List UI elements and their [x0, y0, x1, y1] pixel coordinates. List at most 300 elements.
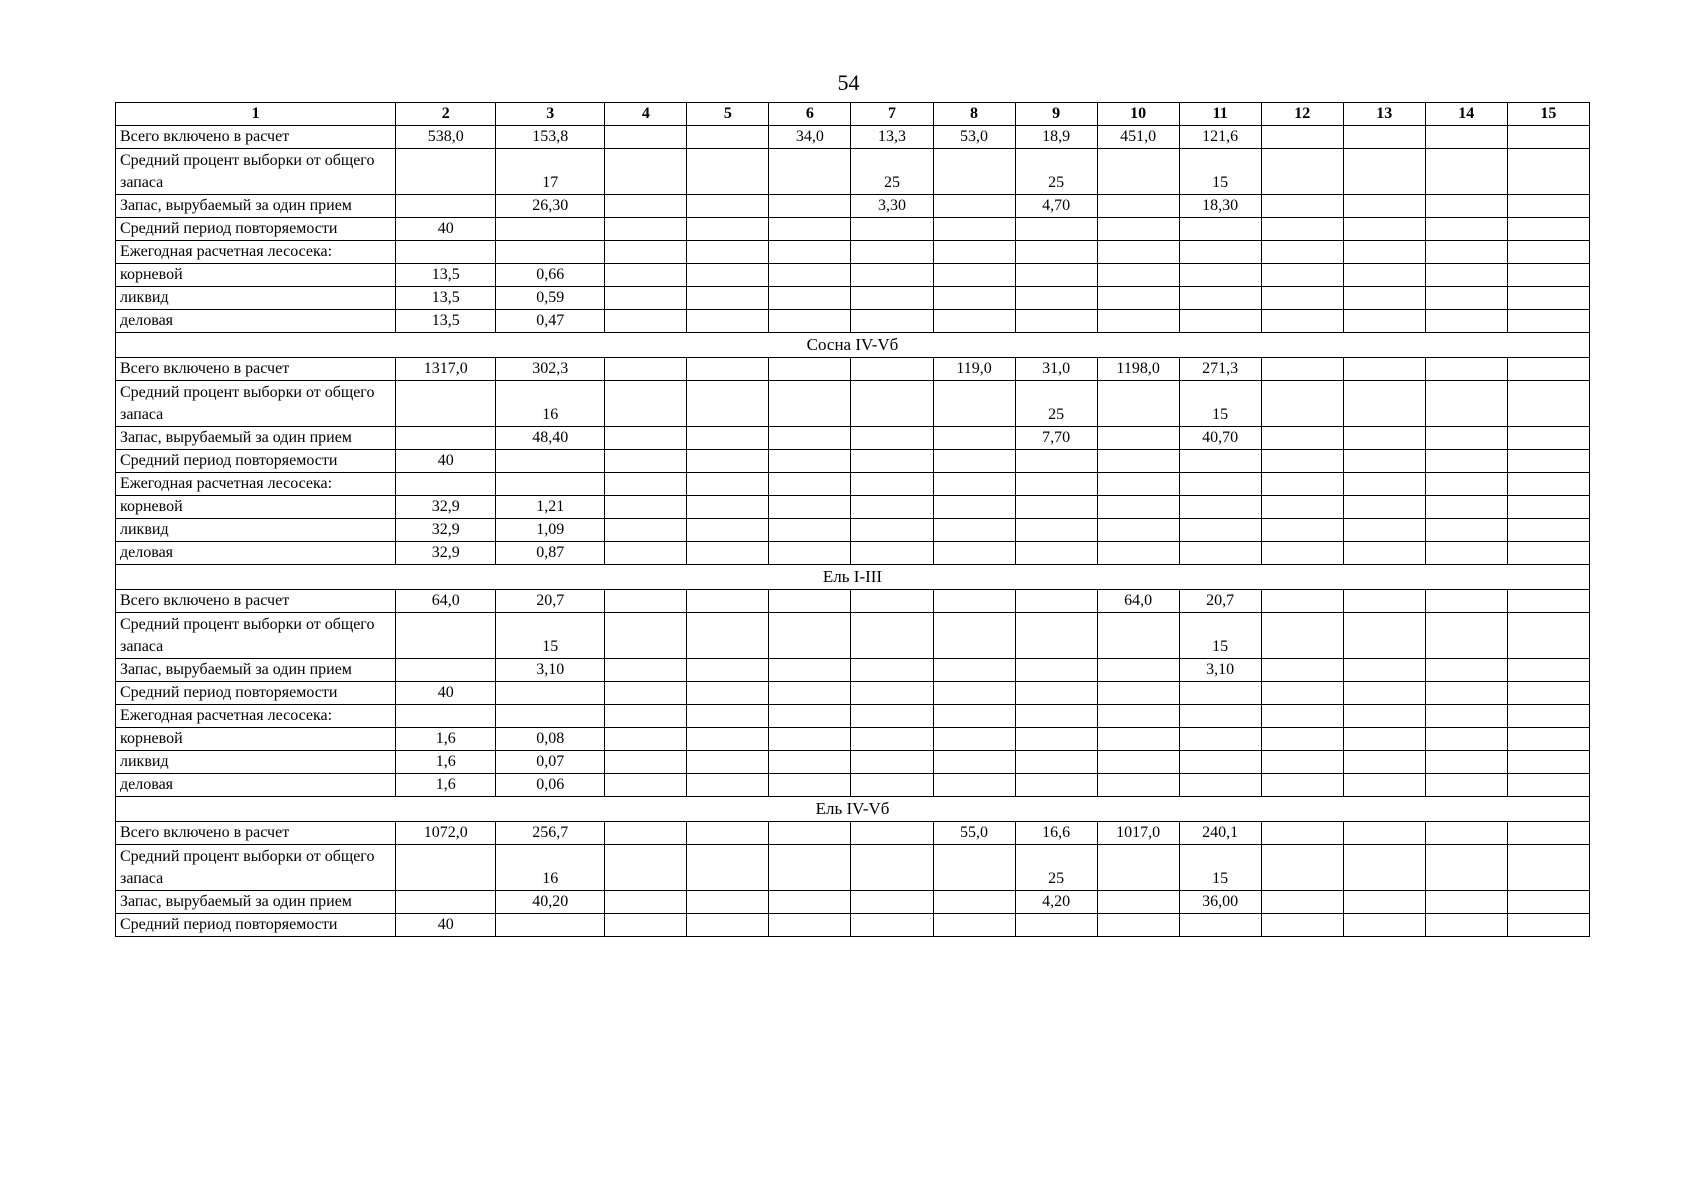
table-cell [933, 705, 1015, 728]
table-cell [769, 891, 851, 914]
row-label: корневой [116, 496, 396, 519]
table-cell: 18,30 [1179, 195, 1261, 218]
table-cell [769, 450, 851, 473]
table-cell [496, 241, 605, 264]
table-cell [851, 427, 933, 450]
table-cell [1425, 774, 1507, 797]
table-cell [1507, 126, 1589, 149]
table-cell [1015, 728, 1097, 751]
table-cell: 119,0 [933, 358, 1015, 381]
table-header [116, 103, 1590, 126]
table-cell [605, 126, 687, 149]
table-cell: 16 [496, 845, 605, 891]
table-cell: 3,10 [496, 659, 605, 682]
row-label: Средний процент выборки от общего запаса [116, 845, 396, 891]
table-cell [933, 590, 1015, 613]
table-cell [1179, 473, 1261, 496]
table-cell [1343, 427, 1425, 450]
table-cell [1507, 774, 1589, 797]
table-cell [851, 751, 933, 774]
table-cell [1261, 427, 1343, 450]
table-row [116, 845, 1590, 891]
table-cell [769, 427, 851, 450]
table-row [116, 659, 1590, 682]
table-cell [396, 149, 496, 195]
table-row [116, 381, 1590, 427]
table-cell [687, 241, 769, 264]
table-cell: 256,7 [496, 822, 605, 845]
table-cell: 31,0 [1015, 358, 1097, 381]
row-label: Запас, вырубаемый за один прием [116, 427, 396, 450]
table-cell [1507, 590, 1589, 613]
table-cell [1425, 473, 1507, 496]
table-cell [933, 287, 1015, 310]
table-cell [1425, 751, 1507, 774]
table-row [116, 590, 1590, 613]
table-cell [1015, 264, 1097, 287]
table-cell [396, 613, 496, 659]
table-cell [1261, 310, 1343, 333]
table-cell [851, 450, 933, 473]
table-cell: 1317,0 [396, 358, 496, 381]
table-cell [933, 195, 1015, 218]
table-cell [1425, 381, 1507, 427]
table-cell: 36,00 [1179, 891, 1261, 914]
table-cell [687, 728, 769, 751]
table-cell [1097, 774, 1179, 797]
row-label: Ежегодная расчетная лесосека: [116, 705, 396, 728]
table-cell [851, 914, 933, 937]
table-cell [605, 914, 687, 937]
table-cell [605, 822, 687, 845]
table-cell [1179, 751, 1261, 774]
section-header-row [116, 565, 1590, 590]
table-cell: 451,0 [1097, 126, 1179, 149]
table-cell [1343, 822, 1425, 845]
table-cell [687, 218, 769, 241]
table-cell [1261, 450, 1343, 473]
table-cell [605, 473, 687, 496]
table-cell [605, 450, 687, 473]
table-cell [1015, 542, 1097, 565]
table-row [116, 287, 1590, 310]
table-cell: 40 [396, 914, 496, 937]
table-cell: 1,6 [396, 751, 496, 774]
table-cell: 40 [396, 450, 496, 473]
table-cell [396, 381, 496, 427]
table-cell [1261, 705, 1343, 728]
table-cell [496, 914, 605, 937]
table-cell [1507, 264, 1589, 287]
table-cell: 32,9 [396, 519, 496, 542]
header-cell: 3 [496, 103, 605, 126]
table-row [116, 358, 1590, 381]
table-cell [933, 381, 1015, 427]
header-cell: 13 [1343, 103, 1425, 126]
table-cell [851, 381, 933, 427]
table-cell [1097, 241, 1179, 264]
table-row [116, 427, 1590, 450]
table-cell: 25 [851, 149, 933, 195]
row-label: Средний период повторяемости [116, 450, 396, 473]
table-cell [1425, 450, 1507, 473]
table-cell [933, 751, 1015, 774]
row-label: Запас, вырубаемый за один прием [116, 891, 396, 914]
table-cell [769, 542, 851, 565]
table-cell [605, 891, 687, 914]
table-cell [851, 613, 933, 659]
section-header-row [116, 333, 1590, 358]
table-cell [1261, 473, 1343, 496]
table-cell [1507, 381, 1589, 427]
table-cell [933, 914, 1015, 937]
table-cell [1179, 264, 1261, 287]
table-cell [851, 705, 933, 728]
table-cell [933, 310, 1015, 333]
table-cell [851, 659, 933, 682]
row-label: ликвид [116, 519, 396, 542]
table-cell [687, 450, 769, 473]
table-cell [851, 542, 933, 565]
table-cell [1097, 473, 1179, 496]
table-row [116, 822, 1590, 845]
row-label: деловая [116, 542, 396, 565]
table-cell [851, 358, 933, 381]
table-cell [851, 590, 933, 613]
table-cell [396, 705, 496, 728]
section-title: Ель IV-Vб [116, 797, 1590, 822]
table-cell [1015, 496, 1097, 519]
table-row [116, 705, 1590, 728]
table-row [116, 613, 1590, 659]
table-cell [851, 682, 933, 705]
table-cell: 15 [1179, 845, 1261, 891]
table-cell [1097, 613, 1179, 659]
table-cell [933, 427, 1015, 450]
table-cell [1015, 473, 1097, 496]
table-cell [605, 705, 687, 728]
table-row [116, 728, 1590, 751]
table-cell [496, 218, 605, 241]
table-row [116, 126, 1590, 149]
table-cell [605, 728, 687, 751]
table-cell [1097, 659, 1179, 682]
table-cell: 40 [396, 218, 496, 241]
table-cell [605, 310, 687, 333]
table-cell [769, 590, 851, 613]
table-cell [396, 473, 496, 496]
table-cell [687, 914, 769, 937]
row-label: Запас, вырубаемый за один прием [116, 195, 396, 218]
table-cell [605, 590, 687, 613]
table-cell [769, 519, 851, 542]
table-cell [1507, 845, 1589, 891]
table-cell: 16,6 [1015, 822, 1097, 845]
table-cell [1507, 496, 1589, 519]
table-cell [496, 705, 605, 728]
table-cell: 1017,0 [1097, 822, 1179, 845]
table-cell [1097, 496, 1179, 519]
row-label: Всего включено в расчет [116, 358, 396, 381]
table-cell [687, 310, 769, 333]
table-cell [687, 590, 769, 613]
table-cell [605, 496, 687, 519]
table-cell [687, 891, 769, 914]
table-cell [605, 542, 687, 565]
table-cell [1097, 542, 1179, 565]
table-cell [1343, 381, 1425, 427]
table-cell [851, 218, 933, 241]
table-row [116, 218, 1590, 241]
table-cell [1425, 264, 1507, 287]
table-cell [687, 358, 769, 381]
table-cell [851, 310, 933, 333]
table-cell: 40,70 [1179, 427, 1261, 450]
table-cell [687, 682, 769, 705]
table-cell [1507, 728, 1589, 751]
table-cell: 32,9 [396, 496, 496, 519]
table-cell [851, 774, 933, 797]
row-label: Средний процент выборки от общего запаса [116, 149, 396, 195]
table-cell [851, 845, 933, 891]
table-cell [933, 264, 1015, 287]
table-cell [687, 659, 769, 682]
table-cell [1425, 728, 1507, 751]
table-cell [1425, 590, 1507, 613]
table-cell [933, 473, 1015, 496]
table-cell [1261, 728, 1343, 751]
row-label: корневой [116, 728, 396, 751]
table-cell [1425, 310, 1507, 333]
table-cell [496, 682, 605, 705]
table-cell [687, 496, 769, 519]
table-row [116, 241, 1590, 264]
table-cell [1261, 590, 1343, 613]
header-cell: 11 [1179, 103, 1261, 126]
table-cell [1507, 613, 1589, 659]
table-cell [1179, 774, 1261, 797]
table-cell [1425, 126, 1507, 149]
table-cell [396, 427, 496, 450]
table-cell [1261, 751, 1343, 774]
table-cell [687, 473, 769, 496]
table-cell [1425, 705, 1507, 728]
table-cell [1179, 728, 1261, 751]
table-cell: 240,1 [1179, 822, 1261, 845]
table-cell: 26,30 [496, 195, 605, 218]
table-cell [769, 149, 851, 195]
table-cell [851, 264, 933, 287]
table-cell [769, 310, 851, 333]
table-cell [605, 774, 687, 797]
table-cell [687, 705, 769, 728]
row-label: корневой [116, 264, 396, 287]
table-cell [1261, 682, 1343, 705]
table-cell: 3,10 [1179, 659, 1261, 682]
table-cell: 0,07 [496, 751, 605, 774]
table-cell [1015, 218, 1097, 241]
table-cell: 25 [1015, 381, 1097, 427]
table-cell [1261, 381, 1343, 427]
table-cell: 13,5 [396, 310, 496, 333]
table-cell [1507, 751, 1589, 774]
table-row [116, 682, 1590, 705]
table-cell [769, 774, 851, 797]
table-row [116, 473, 1590, 496]
table-cell [1261, 218, 1343, 241]
table-cell [1015, 519, 1097, 542]
row-label: Средний период повторяемости [116, 914, 396, 937]
table-cell [605, 427, 687, 450]
table-cell: 0,87 [496, 542, 605, 565]
table-cell [396, 845, 496, 891]
table-cell [1343, 218, 1425, 241]
table-row [116, 450, 1590, 473]
table-cell [1425, 845, 1507, 891]
table-cell [769, 473, 851, 496]
table-cell [605, 519, 687, 542]
table-cell [496, 473, 605, 496]
table-cell [851, 822, 933, 845]
table-cell: 20,7 [496, 590, 605, 613]
table-cell [1097, 149, 1179, 195]
table-cell [1425, 218, 1507, 241]
table-cell [687, 264, 769, 287]
table-cell: 0,59 [496, 287, 605, 310]
table-cell [1097, 381, 1179, 427]
table-cell [1015, 774, 1097, 797]
table-cell [1261, 287, 1343, 310]
table-cell [933, 682, 1015, 705]
header-cell: 12 [1261, 103, 1343, 126]
row-label: деловая [116, 774, 396, 797]
table-cell [1179, 496, 1261, 519]
table-cell [687, 822, 769, 845]
table-cell [687, 195, 769, 218]
row-label: Средний процент выборки от общего запаса [116, 613, 396, 659]
header-cell: 4 [605, 103, 687, 126]
table-cell [1507, 358, 1589, 381]
table-cell [496, 450, 605, 473]
table-cell [933, 845, 1015, 891]
row-label: Всего включено в расчет [116, 126, 396, 149]
table-cell [687, 149, 769, 195]
table-cell [769, 659, 851, 682]
table-cell [1507, 659, 1589, 682]
table-cell: 32,9 [396, 542, 496, 565]
table-cell: 3,30 [851, 195, 933, 218]
table-cell [1425, 613, 1507, 659]
table-cell [1261, 264, 1343, 287]
table-cell [1097, 914, 1179, 937]
table-cell [1343, 891, 1425, 914]
table-row [116, 496, 1590, 519]
table-cell: 34,0 [769, 126, 851, 149]
row-label: ликвид [116, 751, 396, 774]
table-cell [1179, 682, 1261, 705]
table-cell: 13,5 [396, 287, 496, 310]
table-cell [769, 613, 851, 659]
table-cell: 0,47 [496, 310, 605, 333]
table-cell [851, 287, 933, 310]
table-cell [1507, 149, 1589, 195]
table-cell [1097, 728, 1179, 751]
section-title: Ель I-III [116, 565, 1590, 590]
table-cell [1343, 542, 1425, 565]
table-cell [605, 682, 687, 705]
header-cell: 7 [851, 103, 933, 126]
table-row [116, 891, 1590, 914]
header-cell: 2 [396, 103, 496, 126]
table-cell [1343, 519, 1425, 542]
table-cell: 64,0 [1097, 590, 1179, 613]
table-cell [1507, 542, 1589, 565]
table-cell [605, 287, 687, 310]
table-cell: 0,66 [496, 264, 605, 287]
table-cell [605, 751, 687, 774]
table-cell [1261, 774, 1343, 797]
table-cell [1507, 473, 1589, 496]
table-cell [1343, 310, 1425, 333]
header-cell: 8 [933, 103, 1015, 126]
table-cell [1097, 427, 1179, 450]
table-cell [605, 218, 687, 241]
table-cell [1507, 891, 1589, 914]
table-cell [769, 751, 851, 774]
table-cell: 15 [496, 613, 605, 659]
table-cell [769, 822, 851, 845]
table-cell [769, 914, 851, 937]
table-cell: 271,3 [1179, 358, 1261, 381]
table-cell [1343, 590, 1425, 613]
table-cell [933, 450, 1015, 473]
row-label: Ежегодная расчетная лесосека: [116, 241, 396, 264]
table-cell [1097, 519, 1179, 542]
table-row [116, 310, 1590, 333]
table-cell: 121,6 [1179, 126, 1261, 149]
table-cell [1425, 891, 1507, 914]
table-cell: 15 [1179, 381, 1261, 427]
table-cell [1343, 126, 1425, 149]
table-cell [1097, 450, 1179, 473]
table-cell [933, 149, 1015, 195]
table-cell [1507, 241, 1589, 264]
table-cell: 302,3 [496, 358, 605, 381]
table-cell [933, 659, 1015, 682]
table-cell [1097, 310, 1179, 333]
table-cell: 1,21 [496, 496, 605, 519]
table-cell [1425, 914, 1507, 937]
table-row [116, 519, 1590, 542]
table-cell [1343, 241, 1425, 264]
table-cell [1425, 241, 1507, 264]
table-cell [769, 287, 851, 310]
table-cell: 17 [496, 149, 605, 195]
table-cell [769, 682, 851, 705]
table-cell: 55,0 [933, 822, 1015, 845]
table-cell [851, 473, 933, 496]
header-cell: 1 [116, 103, 396, 126]
table-cell [1425, 195, 1507, 218]
table-cell [1179, 218, 1261, 241]
table-cell [769, 195, 851, 218]
table-cell [1179, 519, 1261, 542]
table-cell [1343, 845, 1425, 891]
table-cell [605, 358, 687, 381]
table-cell [605, 613, 687, 659]
table-cell [1425, 682, 1507, 705]
table-cell [1343, 774, 1425, 797]
